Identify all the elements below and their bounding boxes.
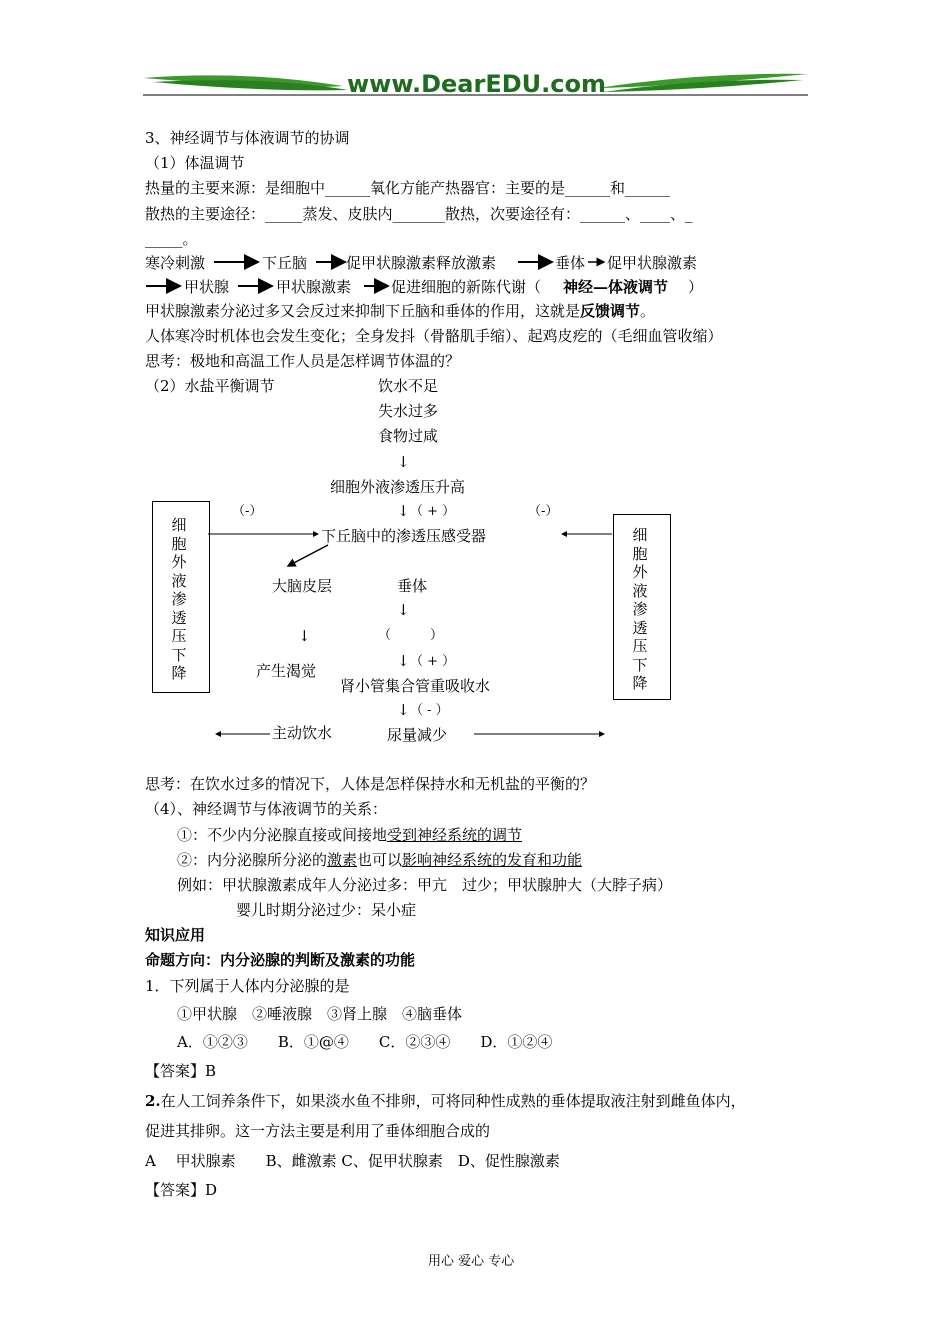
question-2-line-2: 促进其排卵。这一方法主要是利用了垂体细胞合成的 [145,1122,491,1140]
think-question-2: 思考：在饮水过多的情况下，人体是怎样保持水和无机盐的平衡的？ [145,775,596,793]
question-2-answer: 【答案】D [145,1181,218,1199]
neg-label-right: （-） [528,504,559,519]
neg-label-3: （ - ） [410,703,449,718]
section-title: 3、神经调节与体液调节的协调 [145,129,350,147]
feedback-term: 反馈调节 [580,302,641,320]
question-2-line-1 [145,1091,746,1111]
chain-tsh: 促甲状腺激素 [607,254,698,272]
point1-underlined: 受到神经系统的调节 [387,826,523,844]
site-logo-text: www.DearEDU.com [347,70,606,98]
chain-close-paren: ） [688,278,704,296]
heat-loss-continuation: _____。 [145,230,198,248]
cause-water-loss: 失水过多 [378,402,439,420]
question-direction: 命题方向：内分泌腺的判断及激素的功能 [145,951,416,969]
example-adult: 例如：甲状腺激素成年人分泌过多：甲亢 过少；甲状腺肿大（大脖子病） [177,876,673,894]
think-question-1: 思考：极地和高温工作人员是怎样调节体温的？ [145,352,461,370]
subsection-temperature: （1）体温调节 [145,154,245,172]
urine-decrease: 尿量减少 [387,726,448,744]
relationship-point-1 [177,825,522,845]
right-box-text: 细胞外液渗透压下降 [632,526,648,692]
arrow-down-6: ↓ [397,701,410,719]
chain-cold-stimulus: 寒冷刺激 [145,254,206,272]
chain-hypothalamus: 下丘脑 [262,254,308,272]
osmotic-pressure-up: 细胞外液渗透压升高 [330,478,466,496]
active-drinking: 主动饮水 [272,724,333,742]
question-2-number: 2. [145,1092,161,1110]
point2-mid: 也可以 [357,851,403,869]
cause-drink-little: 饮水不足 [378,377,439,395]
pituitary: 垂体 [397,577,428,595]
arrow-down-2: ↓ [397,502,410,520]
question-2-options: A 甲状腺素 B、雌激素 C、促甲状腺素 D、促性腺激素 [145,1152,560,1170]
point2-text: ②：内分泌腺所分泌的 [177,851,328,869]
relationship-point-2 [177,850,582,870]
osmoreceptor: 下丘脑中的渗透压感受器 [321,527,487,545]
chain-metabolism: 促进细胞的新陈代谢（ [391,278,542,296]
cold-response-line: 人体寒冷时机体也会发生变化；全身发抖（骨骼肌手缩）、起鸡皮疙的（毛细血管收缩） [145,327,723,345]
question-2-text: 在人工饲养条件下，如果淡水鱼不排卵，可将同种性成熟的垂体提取液注射到雌鱼体内， [160,1092,746,1110]
blank-hormone-paren: （ ） [378,628,444,643]
pos-label-1: （ + ） [410,504,456,519]
chain-pituitary: 垂体 [555,254,586,272]
left-box-text: 细胞外液渗透压下降 [171,516,187,682]
feedback-text: 甲状腺激素分泌过多又会反过来抑制下丘脑和垂体的作用，这就是 [145,302,581,320]
feedback-end: 。 [640,302,656,320]
heat-source-line: 热量的主要来源：是细胞中______氧化方能产热器官：主要的是______和______ [145,179,671,197]
arrow-down-5: ↓ [397,652,410,670]
pos-label-2: （ + ） [410,654,456,669]
question-1-items: ①甲状腺 ②唾液腺 ③肾上腺 ④脑垂体 [177,1005,463,1023]
point2-underlined-effect: 影响神经系统的发育和功能 [402,851,583,869]
subsection-water-salt: （2）水盐平衡调节 [145,377,275,395]
neg-label-left: （-） [232,504,263,519]
chain-regulation-type: 神经—体液调节 [563,278,669,296]
footer-slogan: 用心 爱心 专心 [428,1254,515,1269]
question-1-options: A．①②③ B．①@④ C．②③④ D．①②④ [177,1033,553,1051]
arrow-down-4: ↓ [298,627,311,645]
arrow-down-1: ↓ [397,453,410,471]
cause-salty-food: 食物过咸 [378,427,439,445]
heat-loss-line: 散热的主要途径：_____蒸发、皮肤内_______散热，次要途径有：______、____、_ [145,205,693,223]
question-1: 1．下列属于人体内分泌腺的是 [145,977,350,995]
example-infant: 婴儿时期分泌过少：呆小症 [236,901,417,919]
application-title: 知识应用 [145,926,206,944]
chain-trh: 促甲状腺激素释放激素 [346,254,497,272]
chain-thyroid: 甲状腺 [184,278,230,296]
arrow-down-3: ↓ [397,601,410,619]
point1-text: ①：不少内分泌腺直接或间接地 [177,826,388,844]
question-1-answer: 【答案】B [145,1062,217,1080]
thirst: 产生渴觉 [256,662,317,680]
relationship-title: （4）、神经调节与体液调节的关系： [145,800,388,818]
chain-thyroxine: 甲状腺激素 [276,278,352,296]
tubule-reabsorption: 肾小管集合管重吸收水 [340,677,491,695]
cerebral-cortex: 大脑皮层 [272,577,333,595]
point2-underlined-hormone: 激素 [327,851,358,869]
